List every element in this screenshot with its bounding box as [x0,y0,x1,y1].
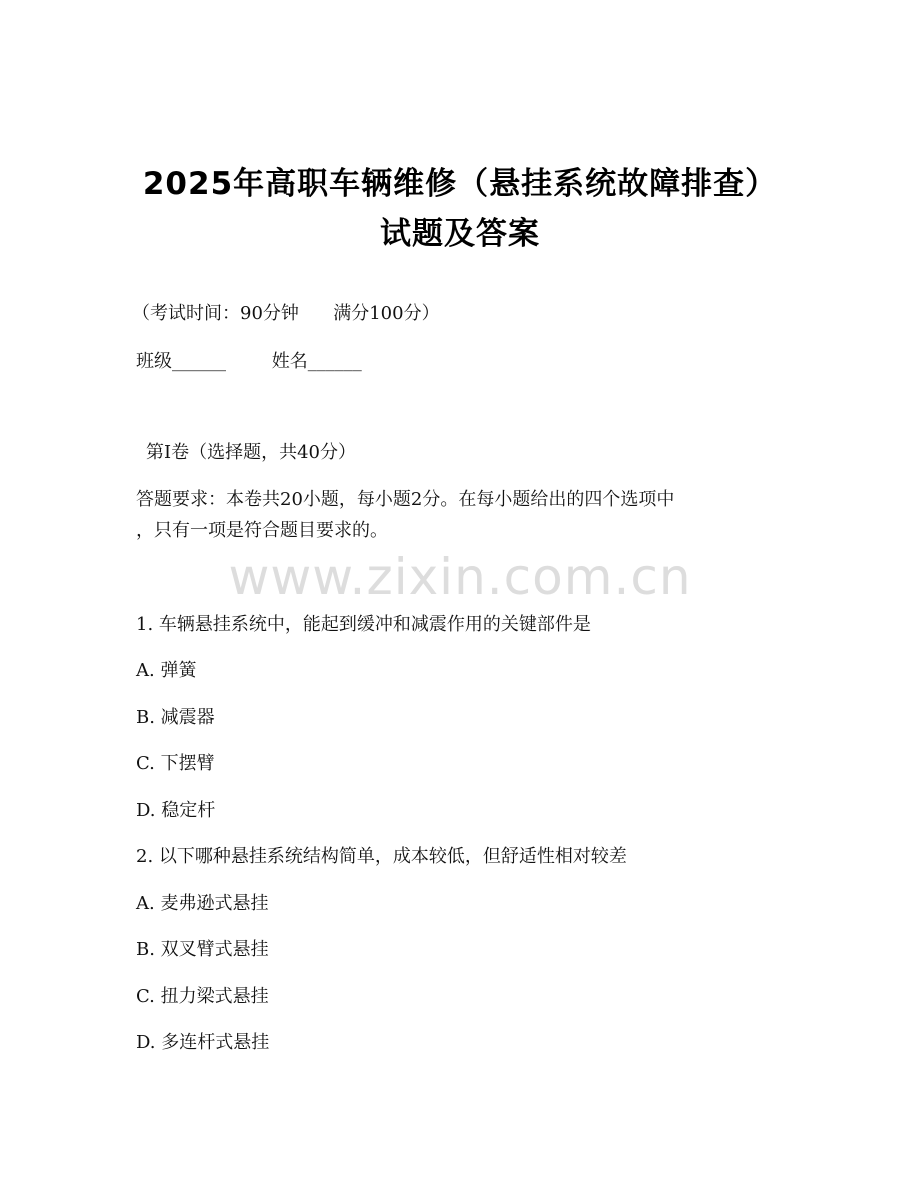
document-title-line-1: 2025年高职车辆维修（悬挂系统故障排查） [142,166,778,202]
exam-info: （考试时间：90分钟 满分100分） [132,303,440,324]
question-stem: 1. 车辆悬挂系统中，能起到缓冲和减震作用的关键部件是 [136,614,591,635]
question-option: B. 减震器 [136,707,215,728]
class-name-fields: 班级______ 姓名______ [136,351,362,372]
question-option: D. 稳定杆 [136,800,216,821]
question-option: C. 扭力梁式悬挂 [136,986,269,1007]
question-option: C. 下摆臂 [136,753,215,774]
instructions-line-2: ，只有一项是符合题目要求的。 [136,520,388,541]
watermark: www.zixin.com.cn [228,548,692,606]
question-option: B. 双叉臂式悬挂 [136,939,269,960]
question-option: D. 多连杆式悬挂 [136,1032,270,1053]
section-heading: 第Ⅰ卷（选择题，共40分） [146,442,357,463]
question-option: A. 弹簧 [136,660,197,681]
question-stem: 2. 以下哪种悬挂系统结构简单，成本较低，但舒适性相对较差 [136,846,627,867]
question-option: A. 麦弗逊式悬挂 [136,893,269,914]
document-title-line-2: 试题及答案 [380,216,540,252]
instructions-line-1: 答题要求：本卷共20小题，每小题2分。在每小题给出的四个选项中 [136,489,675,510]
